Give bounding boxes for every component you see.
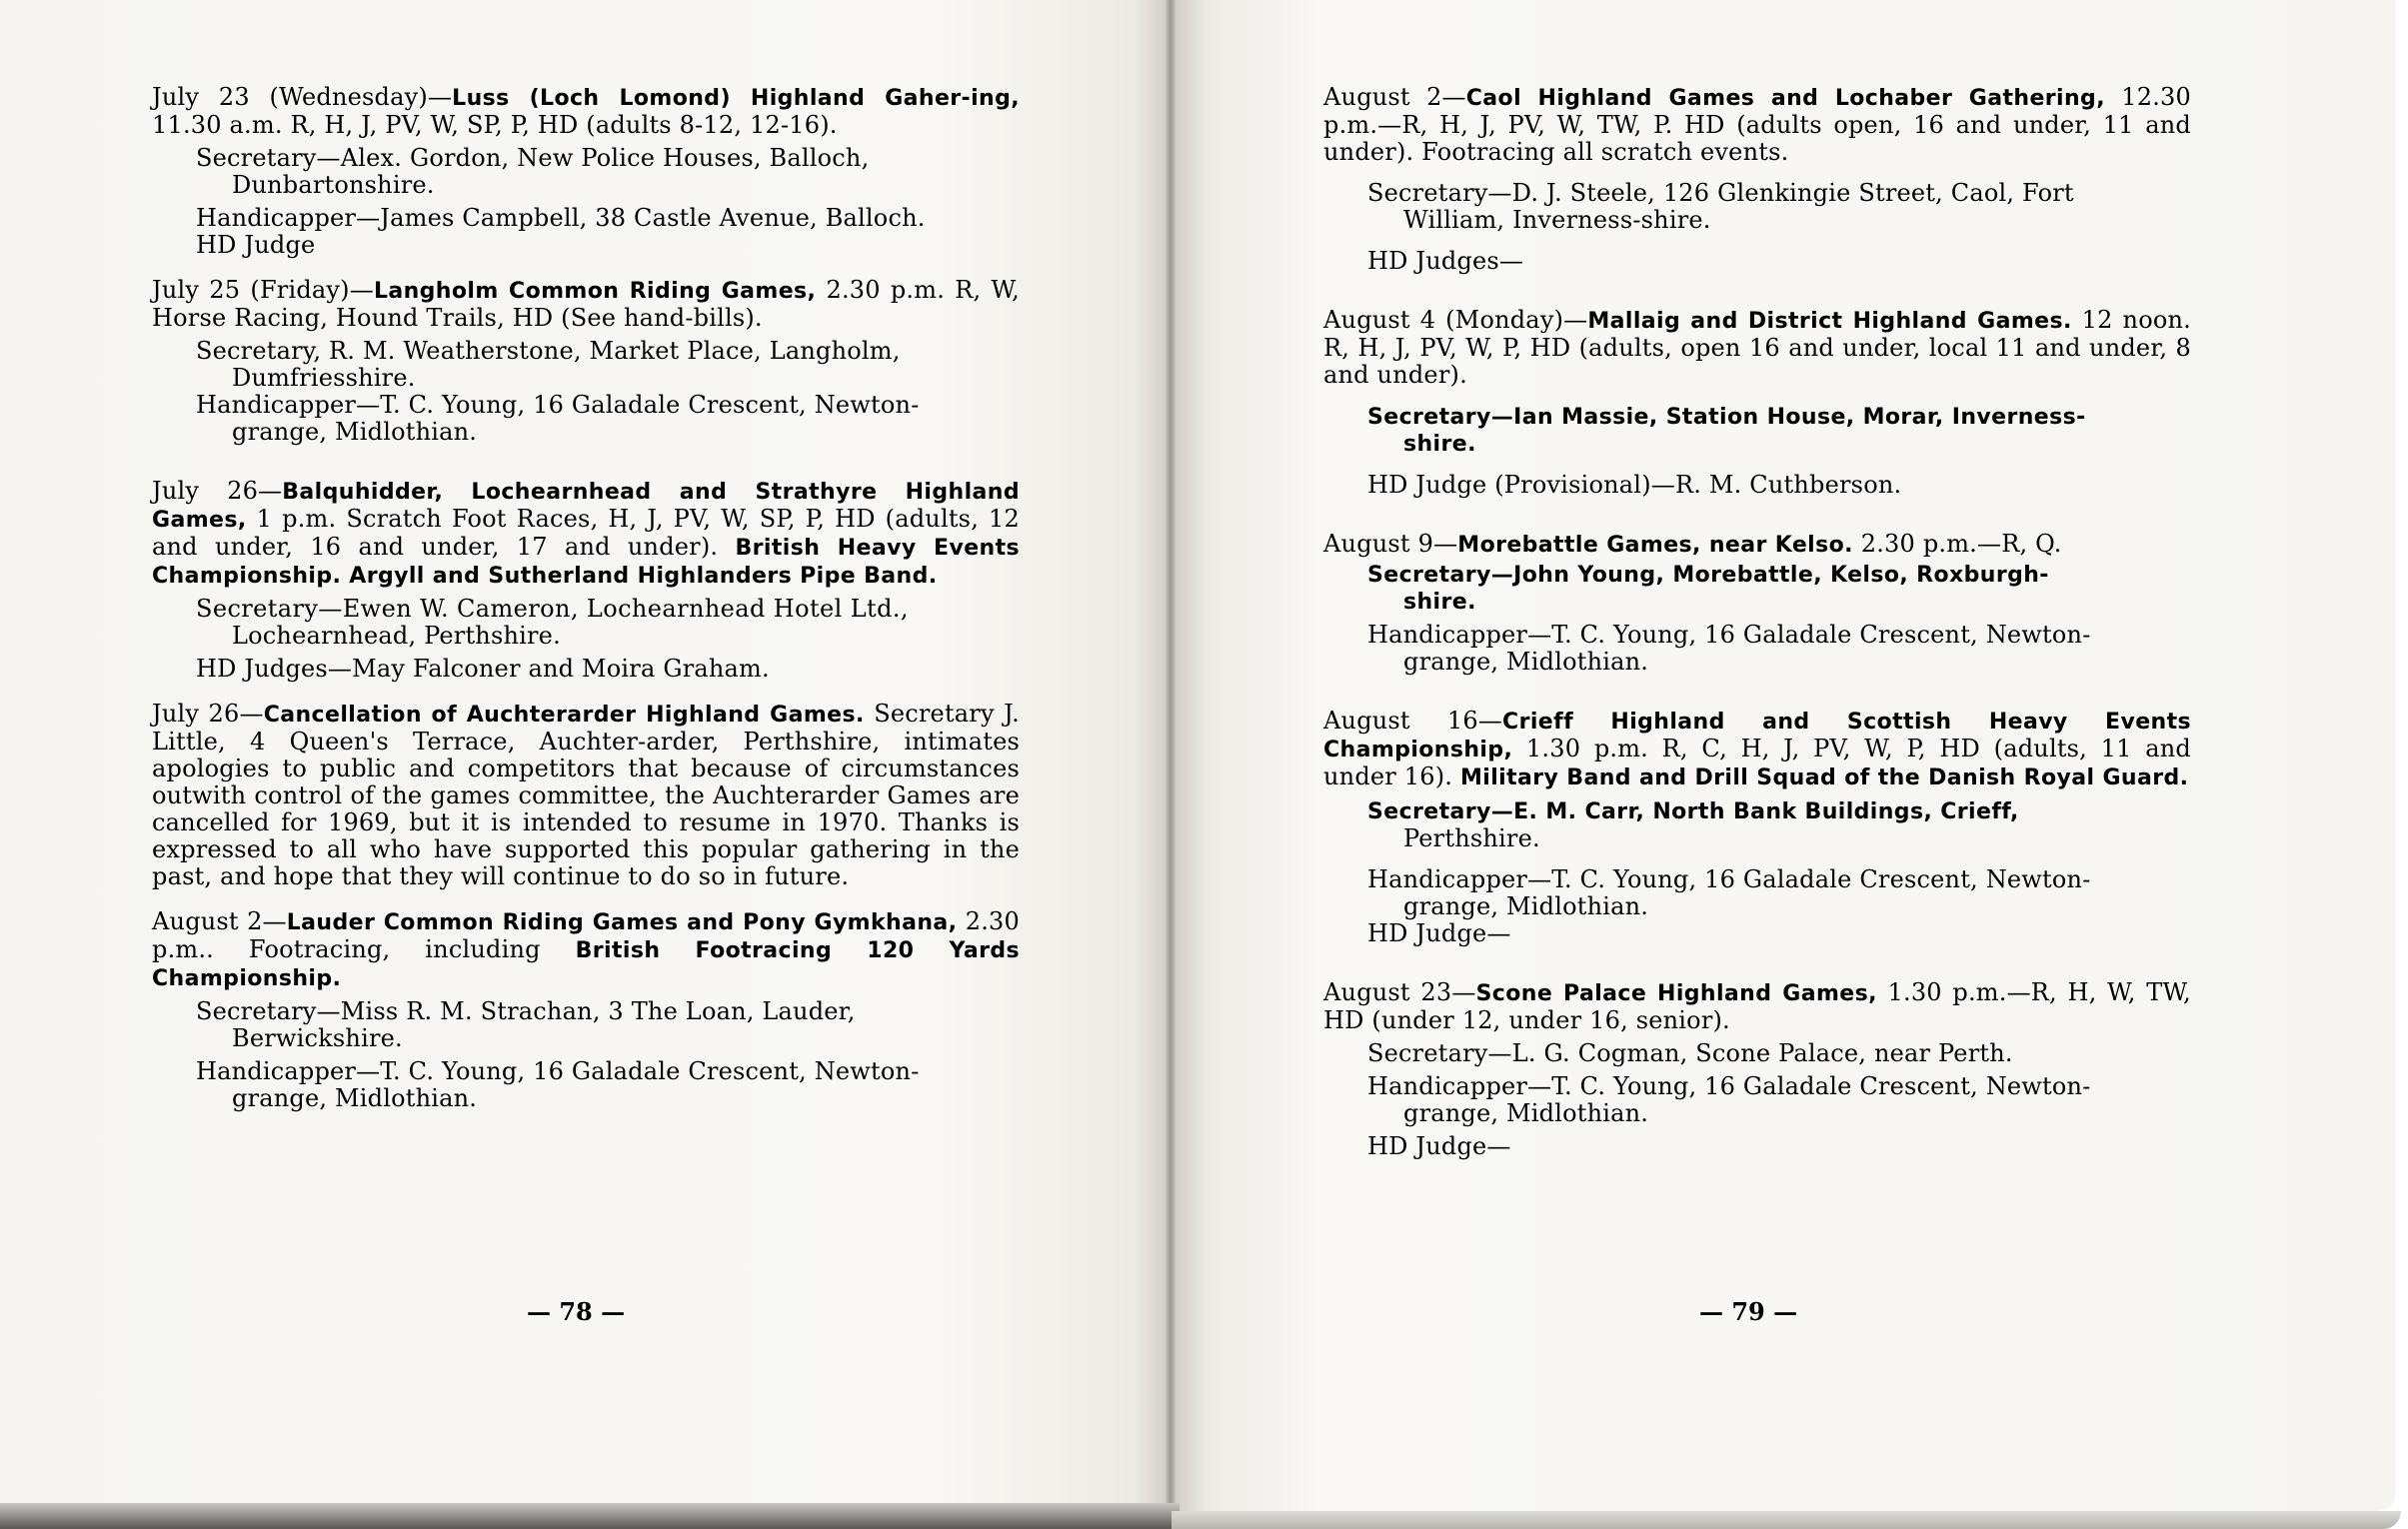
secretary-line xyxy=(152,596,1020,650)
event-title: Lauder Common Riding Games and Pony Gymkhana, xyxy=(286,910,958,935)
event-heading xyxy=(1323,979,2191,1034)
secretary-text: Secretary—D. J. Steele, 126 Glenkingie Street, Caol, Fort xyxy=(1367,179,2074,207)
event-details: 2.30 p.m.. Footracing, including xyxy=(152,907,1020,963)
event-details: Secretary J. Little, 4 Queen's Terrace, Auchter-arder, Perthshire, intimates apologies to public and competitors that because of circumstances outwith control of the games committee, the Auchterarder Games are cancelled for 1969, but it is intended to resume in 1970. Thanks is expressed to all who have supported this popular gathering in the past, and hope that they will continue to do so in future. xyxy=(152,700,1020,890)
event-note: Military Band and Drill Squad of the Danish Royal Guard. xyxy=(1459,765,2189,790)
event-entry-langholm xyxy=(152,277,1020,446)
secretary-county: Perthshire. xyxy=(1403,824,1540,852)
page-number-left: — 78 — xyxy=(527,1297,626,1326)
handicapper-line xyxy=(1323,866,2191,920)
event-title: Langholm Common Riding Games, xyxy=(373,279,817,304)
event-title: Luss (Loch Lomond) Highland Gaher-ing, xyxy=(452,86,1020,111)
event-entry-caol xyxy=(1323,84,2191,275)
event-title: Cancellation of Auchterarder Highland Games. xyxy=(263,703,865,728)
event-heading xyxy=(152,277,1020,332)
secretary-line xyxy=(152,145,1020,199)
event-heading xyxy=(1323,84,2191,166)
secretary-county: William, Inverness-shire. xyxy=(1403,206,1711,234)
judge-line: HD Judge— xyxy=(1367,1132,1511,1160)
event-details: 1.30 p.m.—R, H, W, TW, HD (under 12, under 16, senior). xyxy=(1323,978,2191,1034)
event-title: Mallaig and District Highland Games. xyxy=(1587,309,2072,334)
handicapper-text: Handicapper—T. C. Young, 16 Galadale Crescent, Newton- xyxy=(1367,865,2091,893)
handicapper-address: grange, Midlothian. xyxy=(1403,892,1649,920)
event-date: July 23 (Wednesday)— xyxy=(152,83,453,111)
right-page-text xyxy=(1323,84,2191,1178)
secretary-line xyxy=(1323,797,2191,852)
event-details: 12 noon. R, H, J, PV, W, P, HD (adults, open 16 and under, local 11 and under, 8 and under). xyxy=(1323,306,2191,389)
event-heading xyxy=(152,908,1020,992)
event-details: 1 p.m. Scratch Foot Races, H, J, PV, W, SP, P, HD (adults, 12 and under, 16 and under, 17 and under). xyxy=(152,505,1020,561)
event-date: August 2— xyxy=(152,907,287,935)
event-note: British Heavy Events Championship. Argyll and Sutherland Highlanders Pipe Band. xyxy=(152,536,1020,589)
event-title: Crieff Highland and Scottish Heavy Events Championship, xyxy=(1323,710,2191,763)
secretary-text: Secretary—Miss R. M. Strachan, 3 The Loan, Lauder, xyxy=(196,997,856,1025)
secretary-county: shire. xyxy=(1403,590,1476,615)
event-date: July 26— xyxy=(152,477,283,505)
secretary-line xyxy=(152,998,1020,1052)
event-entry-luss xyxy=(152,84,1020,259)
left-page-text xyxy=(152,84,1020,1130)
secretary-line xyxy=(1323,561,2191,616)
secretary-line xyxy=(152,338,1020,392)
secretary-text: Secretary—Ian Massie, Station House, Morar, Inverness- xyxy=(1367,405,2086,430)
event-entry-balquhidder xyxy=(152,478,1020,683)
event-date: July 25 (Friday)— xyxy=(152,276,374,304)
handicapper-address: grange, Midlothian. xyxy=(232,418,478,446)
event-heading xyxy=(152,84,1020,139)
secretary-line: Secretary—L. G. Cogman, Scone Palace, near Perth. xyxy=(1367,1039,2013,1067)
event-entry-crieff xyxy=(1323,708,2191,947)
event-heading xyxy=(152,701,1020,890)
event-entry-lauder xyxy=(152,908,1020,1112)
page-number-right: — 79 — xyxy=(1699,1297,1798,1326)
handicapper-line xyxy=(1323,1073,2191,1127)
event-heading xyxy=(1323,708,2191,791)
judge-line: HD Judge— xyxy=(1367,919,1511,947)
secretary-text: Secretary—E. M. Carr, North Bank Buildings, Crieff, xyxy=(1367,799,2019,824)
event-entry-auchterarder xyxy=(152,701,1020,890)
judges-line: HD Judges—May Falconer and Moira Graham. xyxy=(196,655,770,683)
event-details: 1.30 p.m. R, C, H, J, PV, W, P, HD (adults, 11 and under 16). xyxy=(1323,735,2191,790)
handicapper-address: grange, Midlothian. xyxy=(232,1084,478,1112)
event-heading xyxy=(1323,307,2191,389)
handicapper-line: Handicapper—James Campbell, 38 Castle Avenue, Balloch. xyxy=(196,204,926,232)
event-date: July 26— xyxy=(152,700,264,728)
event-details: 12.30 p.m.—R, H, J, PV, W, TW, P. HD (adults open, 16 and under, 11 and under). Footracing all scratch events. xyxy=(1323,83,2191,166)
judge-line: HD Judge xyxy=(196,231,316,259)
event-date: August 9— xyxy=(1323,530,1458,558)
event-heading xyxy=(1323,531,2191,559)
secretary-text: Secretary—Alex. Gordon, New Police Houses, Balloch, xyxy=(196,144,870,172)
event-entry-mallaig xyxy=(1323,307,2191,499)
handicapper-text: Handicapper—T. C. Young, 16 Galadale Crescent, Newton- xyxy=(196,1057,920,1085)
event-entry-morebattle xyxy=(1323,531,2191,676)
secretary-county: Lochearnhead, Perthshire. xyxy=(232,622,561,650)
judges-line: HD Judges— xyxy=(1367,247,1524,275)
handicapper-text: Handicapper—T. C. Young, 16 Galadale Crescent, Newton- xyxy=(1367,1072,2091,1100)
event-title: Balquhidder, Lochearnhead and Strathyre Highland Games, xyxy=(152,480,1020,533)
cover-edge-right xyxy=(1172,1511,2401,1529)
secretary-text: Secretary, R. M. Weatherstone, Market Place, Langholm, xyxy=(196,337,901,365)
event-details: 11.30 a.m. R, H, J, PV, W, SP, P, HD (adults 8-12, 12-16). xyxy=(152,111,838,139)
event-heading xyxy=(152,478,1020,590)
secretary-line xyxy=(1323,403,2191,458)
handicapper-line xyxy=(152,1058,1020,1112)
handicapper-address: grange, Midlothian. xyxy=(1403,1099,1649,1127)
event-date: August 4 (Monday)— xyxy=(1323,306,1588,334)
event-entry-scone xyxy=(1323,979,2191,1160)
event-date: August 23— xyxy=(1323,978,1476,1006)
book-gutter xyxy=(1166,0,1176,1511)
handicapper-text: Handicapper—T. C. Young, 16 Galadale Crescent, Newton- xyxy=(196,391,920,419)
secretary-county: Dumfriesshire. xyxy=(232,364,416,392)
event-details: 2.30 p.m. R, W, Horse Racing, Hound Trails, HD (See hand-bills). xyxy=(152,276,1020,332)
secretary-text: Secretary—Ewen W. Cameron, Lochearnhead Hotel Ltd., xyxy=(196,595,909,623)
secretary-county: Berwickshire. xyxy=(232,1024,403,1052)
event-date: August 2— xyxy=(1323,83,1466,111)
event-title: Caol Highland Games and Lochaber Gathering, xyxy=(1465,86,2105,111)
event-note: British Footracing 120 Yards Championship. xyxy=(152,938,1020,991)
event-details: 2.30 p.m.—R, Q. xyxy=(1860,530,2062,558)
event-date: August 16— xyxy=(1323,707,1503,735)
secretary-text: Secretary—John Young, Morebattle, Kelso, Roxburgh- xyxy=(1367,563,2049,588)
secretary-line xyxy=(1323,180,2191,234)
secretary-county: Dunbartonshire. xyxy=(232,171,435,199)
judge-line: HD Judge (Provisional)—R. M. Cuthberson. xyxy=(1367,471,1902,499)
event-title: Scone Palace Highland Games, xyxy=(1475,981,1877,1006)
handicapper-line xyxy=(152,392,1020,446)
secretary-county: shire. xyxy=(1403,432,1476,457)
handicapper-address: grange, Midlothian. xyxy=(1403,648,1649,676)
cover-edge-left xyxy=(0,1503,1180,1529)
handicapper-line xyxy=(1323,622,2191,676)
handicapper-text: Handicapper—T. C. Young, 16 Galadale Crescent, Newton- xyxy=(1367,621,2091,649)
event-title: Morebattle Games, near Kelso. xyxy=(1457,533,1853,558)
